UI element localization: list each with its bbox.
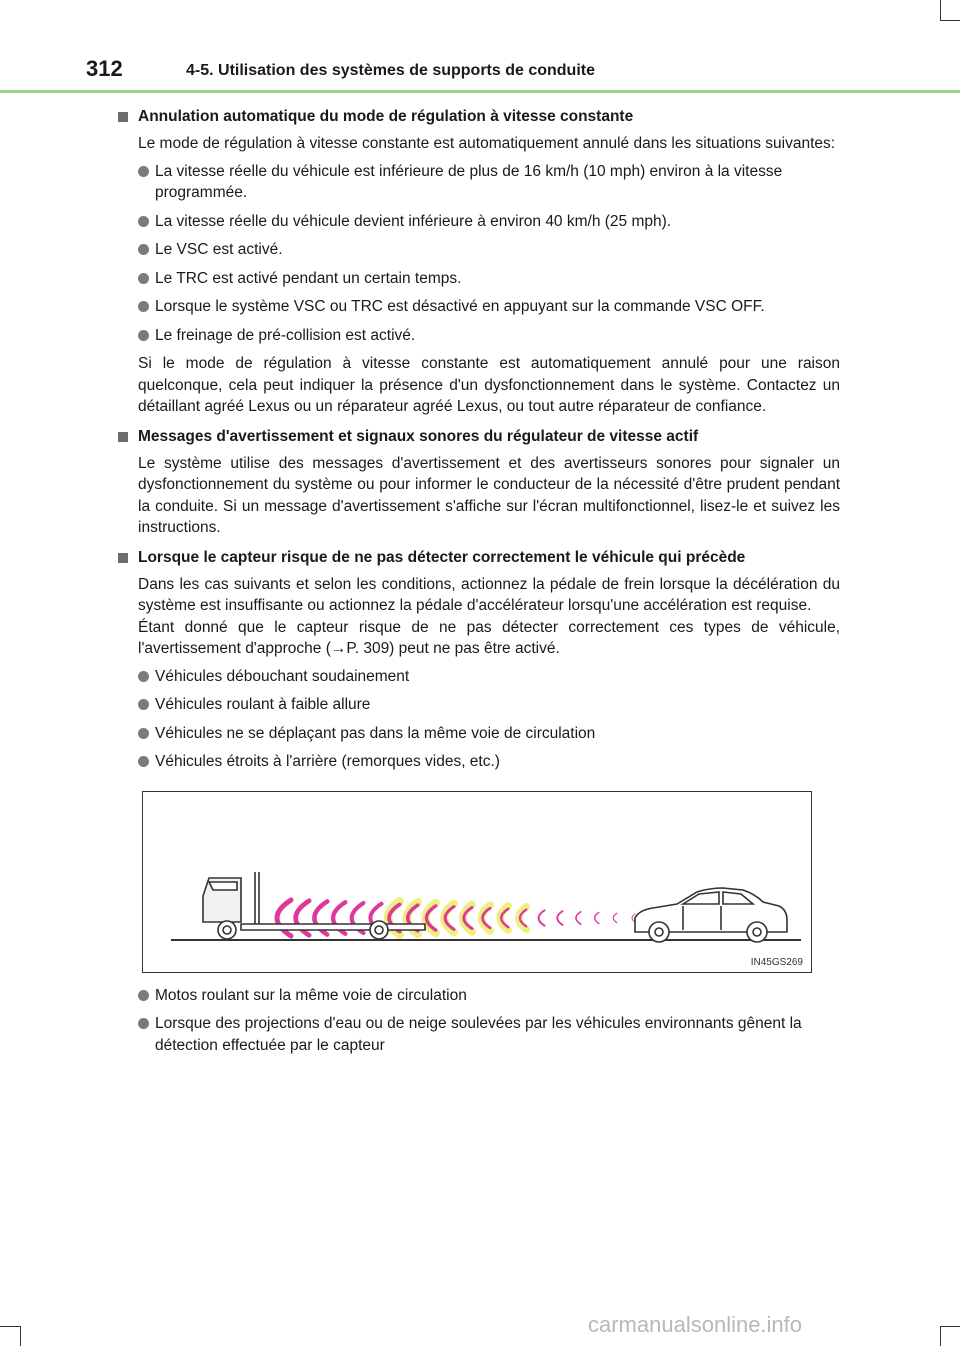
section-sensor-detection [118,547,840,1057]
page-content [118,106,840,1064]
section-intro: Le système utilise des messages d'avertissement et des avertisseurs sonores pour signaler un dysfonctionnement du système ou pour informer le conducteur de la nécessité d'être prudent pendant la conduite. Si un message d'avertissement s'affiche sur l'écran multifonctionnel, lisez-le et suivez les instructions. [138,454,840,536]
list-item: Véhicules débouchant soudainement [138,666,840,688]
square-bullet-icon [118,553,128,563]
bullet-dot-icon [138,728,149,739]
bullet-dot-icon [138,216,149,227]
radar-detection-illustration [142,791,812,973]
list-item: Lorsque des projections d'eau ou de neige soulevées par les véhicules environnants gênent la détection effectuée par le capteur [138,1013,840,1056]
square-bullet-icon [118,112,128,122]
section-title: Messages d'avertissement et signaux sonores du régulateur de vitesse actif [118,426,840,448]
page-number: 312 [86,56,123,81]
section-intro: Dans les cas suivants et selon les conditions, actionnez la pédale de frein lorsque la décélération du système est insuffisante ou actionnez la pédale d'accélérateur lorsqu'une accélération est requise. [138,575,840,614]
truck-car-radar-svg [143,792,811,972]
list-item: Le freinage de pré-collision est activé. [138,325,840,347]
list-item: Véhicules roulant à faible allure [138,694,840,716]
figure-code: IN45GS269 [750,956,803,968]
section-outro: Si le mode de régulation à vitesse constante est automatiquement annulé pour une raison quelconque, cela peut indiquer la présence d'un dysfonctionnement dans le système. Contactez un détaillant agréé Lexus ou un réparateur agréé Lexus, ou tout autre réparateur de confiance. [138,355,840,415]
bullet-dot-icon [138,990,149,1001]
bullet-dot-icon [138,166,149,177]
crop-mark [20,1326,21,1346]
crop-mark [940,1326,941,1346]
bullet-list [138,161,840,347]
list-item: Le VSC est activé. [138,239,840,261]
bullet-dot-icon [138,699,149,710]
list-item: La vitesse réelle du véhicule est inférieure de plus de 16 km/h (10 mph) environ à la vitesse programmée. [138,161,840,204]
watermark-text: carmanualsonline.info [588,1312,803,1337]
crop-mark [940,0,941,20]
bullet-dot-icon [138,756,149,767]
bullet-dot-icon [138,301,149,312]
bullet-dot-icon [138,330,149,341]
section-intro-2: Étant donné que le capteur risque de ne pas détecter correctement ces types de véhicule, l'avertissement d'approche (→P. 309) peut ne pas être activé. [138,618,840,657]
crop-mark [940,20,960,21]
square-bullet-icon [118,432,128,442]
list-item: Véhicules étroits à l'arrière (remorques vides, etc.) [138,751,840,773]
sedan-car-icon [635,888,787,942]
section-title: Annulation automatique du mode de régulation à vitesse constante [118,106,840,128]
bullet-list [138,666,840,773]
list-item: Véhicules ne se déplaçant pas dans la même voie de circulation [138,723,840,745]
radar-wave-arc [595,912,599,923]
bullet-dot-icon [138,244,149,255]
radar-wave-arc [557,911,562,925]
bullet-dot-icon [138,671,149,682]
list-item: La vitesse réelle du véhicule devient inférieure à environ 40 km/h (25 mph). [138,211,840,233]
crop-mark [940,1326,960,1327]
list-item: Lorsque le système VSC ou TRC est désactivé en appuyant sur la commande VSC OFF. [138,296,840,318]
section-title: Lorsque le capteur risque de ne pas détecter correctement le véhicule qui précède [118,547,840,569]
section-intro: Le mode de régulation à vitesse constante est automatiquement annulé dans les situations suivantes: [138,135,836,152]
radar-wave-arc [539,910,545,925]
section-warning-messages [118,426,840,539]
bullet-dot-icon [138,1018,149,1029]
crop-mark [0,1326,20,1327]
bullet-list-after-figure [138,985,840,1057]
header-rule [0,90,960,93]
radar-wave-arc [576,911,581,923]
radar-wave-arc [613,913,617,922]
chapter-title: 4-5. Utilisation des systèmes de supports de conduite [186,62,595,79]
list-item: Le TRC est activé pendant un certain temps. [138,268,840,290]
page-header [0,0,960,96]
list-item: Motos roulant sur la même voie de circulation [138,985,840,1007]
bullet-dot-icon [138,273,149,284]
section-auto-cancel [118,106,840,418]
